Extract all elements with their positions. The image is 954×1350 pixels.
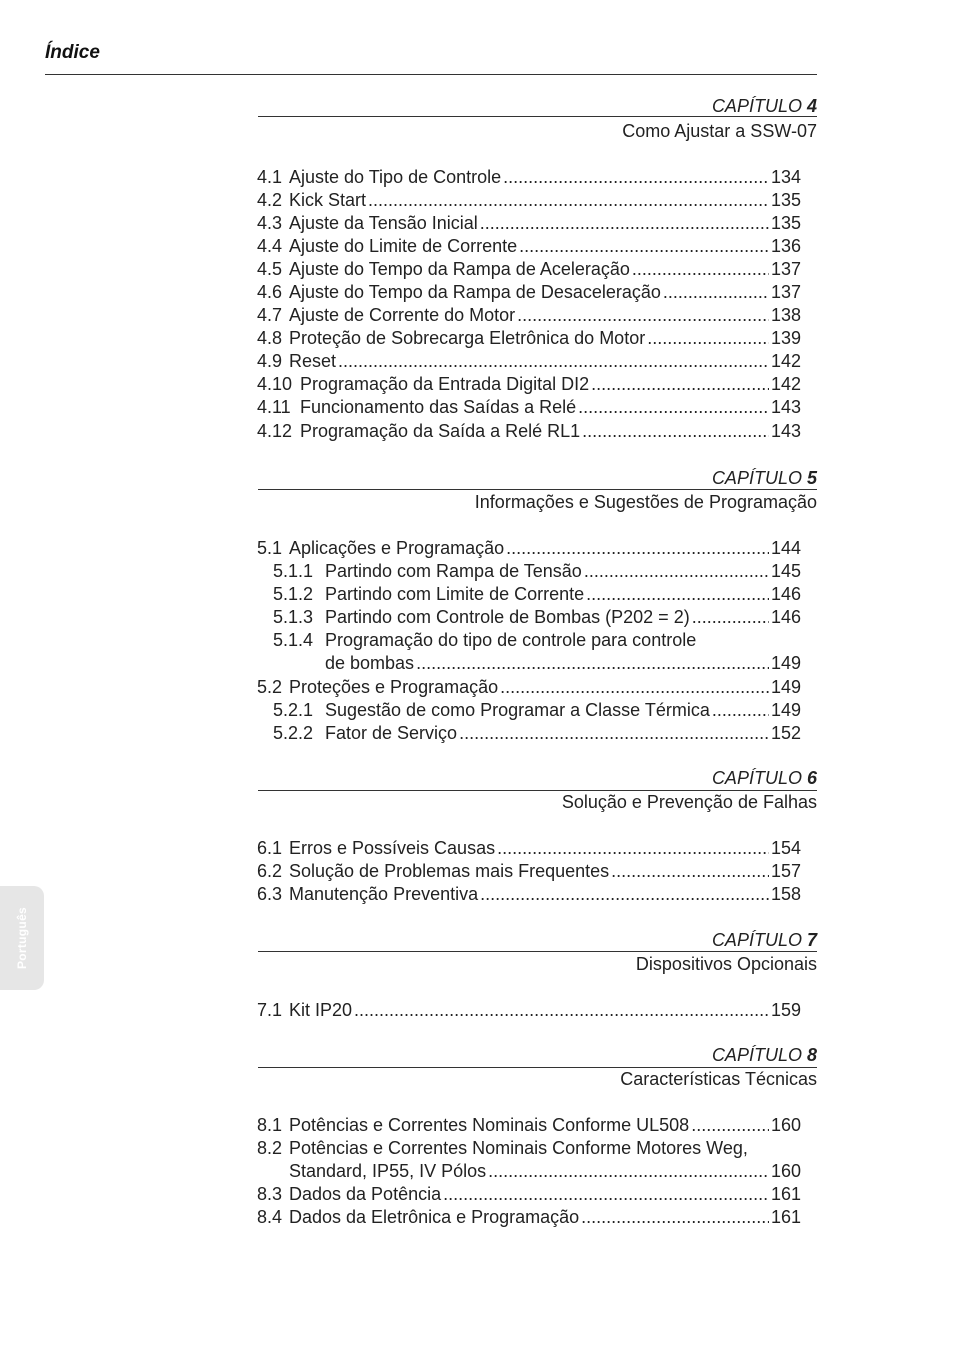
dot-leader xyxy=(582,420,769,442)
toc-entry-text: Partindo com Rampa de Tensão xyxy=(325,561,582,581)
dot-leader xyxy=(480,883,769,905)
dot-leader xyxy=(480,212,769,234)
toc-entry-number: 5.1.3 xyxy=(273,607,314,627)
dot-leader xyxy=(586,583,769,605)
dot-leader xyxy=(647,327,769,349)
chapter-label xyxy=(258,95,817,117)
toc-entry-text: Erros e Possíveis Causas xyxy=(289,838,496,858)
chapter-number: 5 xyxy=(806,468,817,488)
toc-entry[interactable] xyxy=(257,396,801,418)
dot-leader xyxy=(519,235,769,257)
toc-entry-number: 5.2 xyxy=(257,677,283,697)
chapter-title: Solução e Prevenção de Falhas xyxy=(561,792,817,812)
chapter-divider xyxy=(258,489,817,490)
toc-entry[interactable] xyxy=(257,350,801,372)
toc-entry-page: 143 xyxy=(770,421,801,441)
dot-leader xyxy=(488,1160,769,1182)
toc-entry-page: 159 xyxy=(770,1000,801,1020)
toc-entry[interactable] xyxy=(257,420,801,442)
toc-entry[interactable] xyxy=(257,166,801,188)
toc-entry-number: 4.4 xyxy=(257,236,283,256)
toc-entry-number: 5.2.1 xyxy=(273,700,314,720)
toc-entry[interactable] xyxy=(273,560,801,582)
dot-leader xyxy=(506,537,769,559)
toc-entry-page: 146 xyxy=(770,584,801,604)
toc-entry[interactable] xyxy=(257,212,801,234)
toc-entry-page: 152 xyxy=(770,723,801,743)
toc-entry-number: 6.3 xyxy=(257,884,283,904)
toc-entry-number: 4.3 xyxy=(257,213,283,233)
toc-entry-text: Programação da Entrada Digital DI2 xyxy=(300,374,590,394)
dot-leader xyxy=(584,560,769,582)
chapter-label-text: CAPÍTULO xyxy=(711,1045,802,1065)
toc-entry-number: 4.6 xyxy=(257,282,283,302)
toc-entry-continuation[interactable] xyxy=(325,652,801,674)
toc-entry-text: Ajuste do Tempo da Rampa de Aceleração xyxy=(289,259,630,279)
toc-entry-text: Dados da Potência xyxy=(289,1184,442,1204)
toc-entry-page: 136 xyxy=(770,236,801,256)
chapter-number: 6 xyxy=(806,768,817,788)
toc-entry-number: 8.2 xyxy=(257,1138,283,1158)
toc-entry-number: 6.2 xyxy=(257,861,283,881)
toc-entry-page: 149 xyxy=(770,677,801,697)
toc-entry[interactable] xyxy=(273,629,696,651)
toc-entry-page: 149 xyxy=(770,653,801,673)
toc-entry-number: 5.1 xyxy=(257,538,283,558)
chapter-number: 4 xyxy=(806,96,817,116)
chapter-divider xyxy=(258,116,817,117)
toc-entry-page: 135 xyxy=(770,190,801,210)
toc-entry[interactable] xyxy=(257,258,801,280)
chapter-number: 7 xyxy=(806,930,817,950)
toc-entry-text: Sugestão de como Programar a Classe Térmica xyxy=(325,700,710,720)
chapter-label xyxy=(258,929,817,951)
toc-entry-text: Kit IP20 xyxy=(289,1000,353,1020)
toc-entry-number: 4.10 xyxy=(257,374,293,394)
toc-entry[interactable] xyxy=(257,1183,801,1205)
dot-leader xyxy=(663,281,769,303)
toc-entry-page: 160 xyxy=(770,1115,801,1135)
toc-entry-text: Solução de Problemas mais Frequentes xyxy=(289,861,610,881)
chapter-label xyxy=(258,467,817,489)
toc-entry-page: 154 xyxy=(770,838,801,858)
toc-entry-text: Ajuste do Tempo da Rampa de Desaceleração xyxy=(289,282,661,302)
page-header-title: Índice xyxy=(45,42,100,63)
toc-entry[interactable] xyxy=(273,606,801,628)
toc-entry[interactable] xyxy=(257,1137,748,1159)
chapter-label xyxy=(258,767,817,789)
dot-leader xyxy=(632,258,769,280)
language-side-tab-label: Português xyxy=(15,906,29,970)
toc-entry-text-continued: Standard, IP55, IV Pólos xyxy=(289,1161,487,1181)
toc-entry-number: 4.12 xyxy=(257,421,293,441)
chapter-label-text: CAPÍTULO xyxy=(711,96,802,116)
toc-entry[interactable] xyxy=(257,860,801,882)
dot-leader xyxy=(497,837,769,859)
toc-entry-page: 134 xyxy=(770,167,801,187)
dot-leader xyxy=(581,1206,769,1228)
toc-entry-text: Proteções e Programação xyxy=(289,677,499,697)
dot-leader xyxy=(712,699,769,721)
dot-leader xyxy=(691,1114,769,1136)
chapter-label-text: CAPÍTULO xyxy=(711,768,802,788)
dot-leader xyxy=(416,652,769,674)
toc-entry[interactable] xyxy=(257,883,801,905)
toc-entry-number: 4.9 xyxy=(257,351,283,371)
toc-entry[interactable] xyxy=(257,304,801,326)
toc-entry-page: 142 xyxy=(770,374,801,394)
toc-entry-page: 161 xyxy=(770,1207,801,1227)
toc-entry-text: Ajuste do Limite de Corrente xyxy=(289,236,518,256)
toc-entry-number: 4.2 xyxy=(257,190,283,210)
toc-entry-continuation[interactable] xyxy=(289,1160,801,1182)
toc-entry-number: 4.5 xyxy=(257,259,283,279)
toc-entry[interactable] xyxy=(257,235,801,257)
dot-leader xyxy=(517,304,769,326)
toc-entry-text: Proteção de Sobrecarga Eletrônica do Motor xyxy=(289,328,646,348)
toc-entry-text: Funcionamento das Saídas a Relé xyxy=(300,397,577,417)
toc-entry[interactable] xyxy=(273,583,801,605)
toc-entry-text: Kick Start xyxy=(289,190,367,210)
toc-entry-page: 137 xyxy=(770,259,801,279)
toc-entry-number: 7.1 xyxy=(257,1000,283,1020)
dot-leader xyxy=(500,676,769,698)
toc-entry-number: 8.3 xyxy=(257,1184,283,1204)
toc-entry-page: 158 xyxy=(770,884,801,904)
toc-entry-text: Ajuste de Corrente do Motor xyxy=(289,305,516,325)
toc-entry-page: 149 xyxy=(770,700,801,720)
toc-entry-page: 157 xyxy=(770,861,801,881)
toc-entry-text: Programação da Saída a Relé RL1 xyxy=(300,421,581,441)
chapter-title: Características Técnicas xyxy=(620,1069,817,1089)
toc-entry-page: 145 xyxy=(770,561,801,581)
toc-entry-text: Partindo com Controle de Bombas (P202 = 2) xyxy=(325,607,690,627)
toc-entry-text: Ajuste do Tipo de Controle xyxy=(289,167,502,187)
chapter-title: Como Ajustar a SSW-07 xyxy=(622,121,817,141)
chapter-label-text: CAPÍTULO xyxy=(711,468,802,488)
toc-entry[interactable] xyxy=(273,722,801,744)
toc-entry-number: 8.1 xyxy=(257,1115,283,1135)
toc-entry-text: Aplicações e Programação xyxy=(289,538,505,558)
toc-entry-number: 8.4 xyxy=(257,1207,283,1227)
toc-entry[interactable] xyxy=(257,189,801,211)
toc-entry-number: 4.8 xyxy=(257,328,283,348)
dot-leader xyxy=(338,350,769,372)
toc-entry[interactable] xyxy=(257,1206,801,1228)
toc-entry-page: 139 xyxy=(770,328,801,348)
toc-entry-text: Reset xyxy=(289,351,337,371)
toc-entry-text: Fator de Serviço xyxy=(325,723,458,743)
toc-entry-number: 5.1.1 xyxy=(273,561,314,581)
toc-entry-text: Dados da Eletrônica e Programação xyxy=(289,1207,580,1227)
chapter-label xyxy=(258,1044,817,1066)
dot-leader xyxy=(459,722,769,744)
toc-entry[interactable] xyxy=(257,1114,801,1136)
chapter-label-text: CAPÍTULO xyxy=(711,930,802,950)
toc-entry[interactable] xyxy=(257,281,801,303)
toc-entry-page: 135 xyxy=(770,213,801,233)
toc-entry-page: 161 xyxy=(770,1184,801,1204)
toc-entry-page: 144 xyxy=(770,538,801,558)
dot-leader xyxy=(692,606,769,628)
toc-entry[interactable] xyxy=(257,327,801,349)
toc-entry-text: Potências e Correntes Nominais Conforme Motores Weg, xyxy=(289,1138,748,1158)
dot-leader xyxy=(611,860,769,882)
dot-leader xyxy=(591,373,769,395)
dot-leader xyxy=(354,999,769,1021)
toc-entry-page: 142 xyxy=(770,351,801,371)
toc-entry-page: 137 xyxy=(770,282,801,302)
toc-entry-number: 5.1.4 xyxy=(273,630,314,650)
toc-entry[interactable] xyxy=(257,837,801,859)
toc-entry-text: Ajuste da Tensão Inicial xyxy=(289,213,478,233)
toc-entry-page: 143 xyxy=(770,397,801,417)
toc-entry-page: 160 xyxy=(770,1161,801,1181)
toc-entry-number: 5.2.2 xyxy=(273,723,314,743)
dot-leader xyxy=(443,1183,769,1205)
toc-entry-page: 146 xyxy=(770,607,801,627)
toc-entry-number: 6.1 xyxy=(257,838,283,858)
dot-leader xyxy=(578,396,769,418)
toc-entry-number: 4.11 xyxy=(257,397,291,417)
toc-entry[interactable] xyxy=(257,537,801,559)
toc-entry[interactable] xyxy=(273,699,801,721)
dot-leader xyxy=(368,189,769,211)
toc-entry-number: 4.1 xyxy=(257,167,283,187)
chapter-number: 8 xyxy=(806,1045,817,1065)
chapter-divider xyxy=(258,951,817,952)
dot-leader xyxy=(503,166,769,188)
toc-entry[interactable] xyxy=(257,676,801,698)
toc-entry-page: 138 xyxy=(770,305,801,325)
chapter-title: Informações e Sugestões de Programação xyxy=(474,492,817,512)
toc-entry-text: Partindo com Limite de Corrente xyxy=(325,584,585,604)
toc-entry-number: 4.7 xyxy=(257,305,283,325)
toc-entry[interactable] xyxy=(257,373,801,395)
toc-entry-number: 5.1.2 xyxy=(273,584,314,604)
toc-entry-text: Potências e Correntes Nominais Conforme UL508 xyxy=(289,1115,690,1135)
toc-entry[interactable] xyxy=(257,999,801,1021)
toc-entry-text: Manutenção Preventiva xyxy=(289,884,479,904)
chapter-title: Dispositivos Opcionais xyxy=(635,954,817,974)
toc-entry-text: Programação do tipo de controle para controle xyxy=(325,630,697,650)
toc-entry-text-continued: de bombas xyxy=(325,653,415,673)
